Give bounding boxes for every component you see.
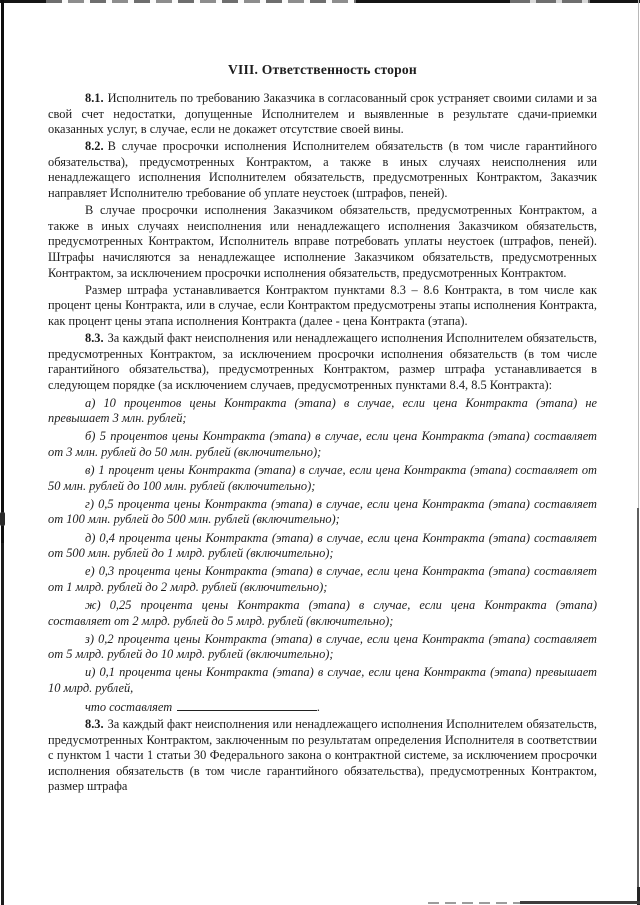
item-text: ж) 0,25 процента цены Контракта (этапа) в случае, если цена Контракта (этапа) составляет от 2 млрд. рублей до 5 млрд. рублей (включительно); <box>48 597 597 628</box>
clause-number-8-3-closing: 8.3. <box>85 717 104 732</box>
item-text: и) 0,1 процента цены Контракта (этапа) в случае, если цена Контракта (этапа) превышает 10 млрд. рублей, <box>48 665 597 695</box>
scan-edge-top-dashes-right <box>510 0 590 3</box>
paragraph-text: В случае просрочки исполнения Исполнителем обязательств (в том числе гарантийного обязательства), предусмотренных Контрактом, а также в иных случаях неисполнения или ненадлежащего исполнения Исполнителем обязательств, предусмотренных Контрактом, Заказчик направляет Исполнителю требование об уплате неустоек (штрафов, пеней). <box>48 139 597 201</box>
clause-number-8-1: 8.1. <box>85 91 104 105</box>
penalty-item-zh <box>48 598 597 629</box>
scan-edge-left-blob <box>0 512 5 526</box>
item-text: а) 10 процентов цены Контракта (этапа) в случае, если цена Контракта (этапа) не превышает 3 млн. рублей; <box>48 395 597 426</box>
clause-number-8-3: 8.3. <box>85 330 104 345</box>
scan-edge-bottom-dashes <box>428 902 522 904</box>
paragraph-text: За каждый факт неисполнения или ненадлежащего исполнения Исполнителем обязательств, предусмотренных Контрактом, заключенным по результатам определения Исполнителя в соответствии с пунктом 1 части 1 статьи 30 Федерального закона о контрактной системе, за исключением просрочки исполнения обязательств (в том числе гарантийного обязательства), предусмотренных Контрактом, размер штрафа <box>48 717 597 794</box>
paragraph-8-3 <box>48 331 597 393</box>
penalty-item-b <box>48 429 597 460</box>
paragraph-penalty-size <box>48 283 597 330</box>
section-heading: VIII. Ответственность сторон <box>228 62 417 77</box>
paragraph-8-2 <box>48 139 597 201</box>
scan-edge-right-upper <box>638 0 639 508</box>
blank-underline <box>177 699 317 711</box>
paragraph-customer-delay <box>48 203 597 281</box>
scan-edge-right-lower <box>637 508 639 905</box>
scan-edge-left <box>1 0 4 905</box>
fill-in-line <box>48 699 597 716</box>
penalty-item-v <box>48 463 597 494</box>
paragraph-text: За каждый факт неисполнения или ненадлежащего исполнения Исполнителем обязательств, предусмотренных Контрактом, за исключением просрочки исполнения обязательств (в том числе гарантийного обязательства), предусмотренных Контрактом, размер штрафа устанавливается в следующем порядке (за исключением случаев, предусмотренных пунктами 8.4, 8.5 Контракта): <box>48 330 597 392</box>
paragraph-8-1 <box>48 91 597 138</box>
paragraph-text: Исполнитель по требованию Заказчика в согласованный срок устраняет своими силами и за свой счет недостатки, допущенные Исполнителем и выявленные в результате сдачи-приемки оказанных услуг, в случае, если не докажет отсутствие своей вины. <box>48 91 597 137</box>
item-text: б) 5 процентов цены Контракта (этапа) в случае, если цена Контракта (этапа) составляет от 3 млн. рублей до 50 млн. рублей (включительно); <box>48 429 597 460</box>
penalty-item-a <box>48 396 597 427</box>
item-text: з) 0,2 процента цены Контракта (этапа) в случае, если цена Контракта (этапа) составляет от 5 млрд. рублей до 10 млрд. рублей (включительно); <box>48 631 597 662</box>
paragraph-text: Размер штрафа устанавливается Контрактом пунктами 8.3 – 8.6 Контракта, в том числе как процент цены Контракта, или в случае, если Контрактом предусмотрены этапы исполнения Контракта, как процент цены этапа исполнения Контракта (далее - цена Контракта (этапа). <box>48 282 597 328</box>
scan-edge-top-dashes <box>46 0 356 3</box>
penalty-item-e <box>48 564 597 595</box>
penalty-item-d <box>48 531 597 562</box>
fill-in-label: что составляет <box>85 699 173 714</box>
item-text: г) 0,5 процента цены Контракта (этапа) в случае, если цена Контракта (этапа) составляет от 100 млн. рублей до 500 млн. рублей (включительно); <box>48 496 597 527</box>
penalty-item-z <box>48 632 597 663</box>
scan-edge-bottom-line <box>520 901 640 904</box>
document-content <box>48 62 597 797</box>
paragraph-8-3-closing <box>48 717 597 795</box>
paragraph-text: В случае просрочки исполнения Заказчиком обязательств, предусмотренных Контрактом, а также в иных случаях неисполнения или ненадлежащего исполнения Заказчиком обязательств, предусмотренных Контрактом, Исполнитель вправе потребовать уплаты неустоек (штрафов, пеней). Штрафы начисляются за ненадлежащее исполнение Заказчиком обязательств, предусмотренных Контрактом, за исключением просрочки исполнения обязательств, предусмотренных Контрактом. <box>48 203 597 280</box>
penalty-item-i <box>48 665 597 696</box>
penalty-item-g <box>48 497 597 528</box>
item-text: е) 0,3 процента цены Контракта (этапа) в случае, если цена Контракта (этапа) составляет от 1 млрд. рублей до 2 млрд. рублей (включительно); <box>48 564 597 594</box>
clause-number-8-2: 8.2. <box>85 139 104 154</box>
item-text: д) 0,4 процента цены Контракта (этапа) в случае, если цена Контракта (этапа) составляет от 500 млн. рублей до 1 млрд. рублей (включительно); <box>48 530 597 561</box>
fill-in-suffix: . <box>317 699 321 714</box>
item-text: в) 1 процент цены Контракта (этапа) в случае, если цена Контракта (этапа) составляет от 50 млн. рублей до 100 млн. рублей (включительно); <box>48 463 597 493</box>
